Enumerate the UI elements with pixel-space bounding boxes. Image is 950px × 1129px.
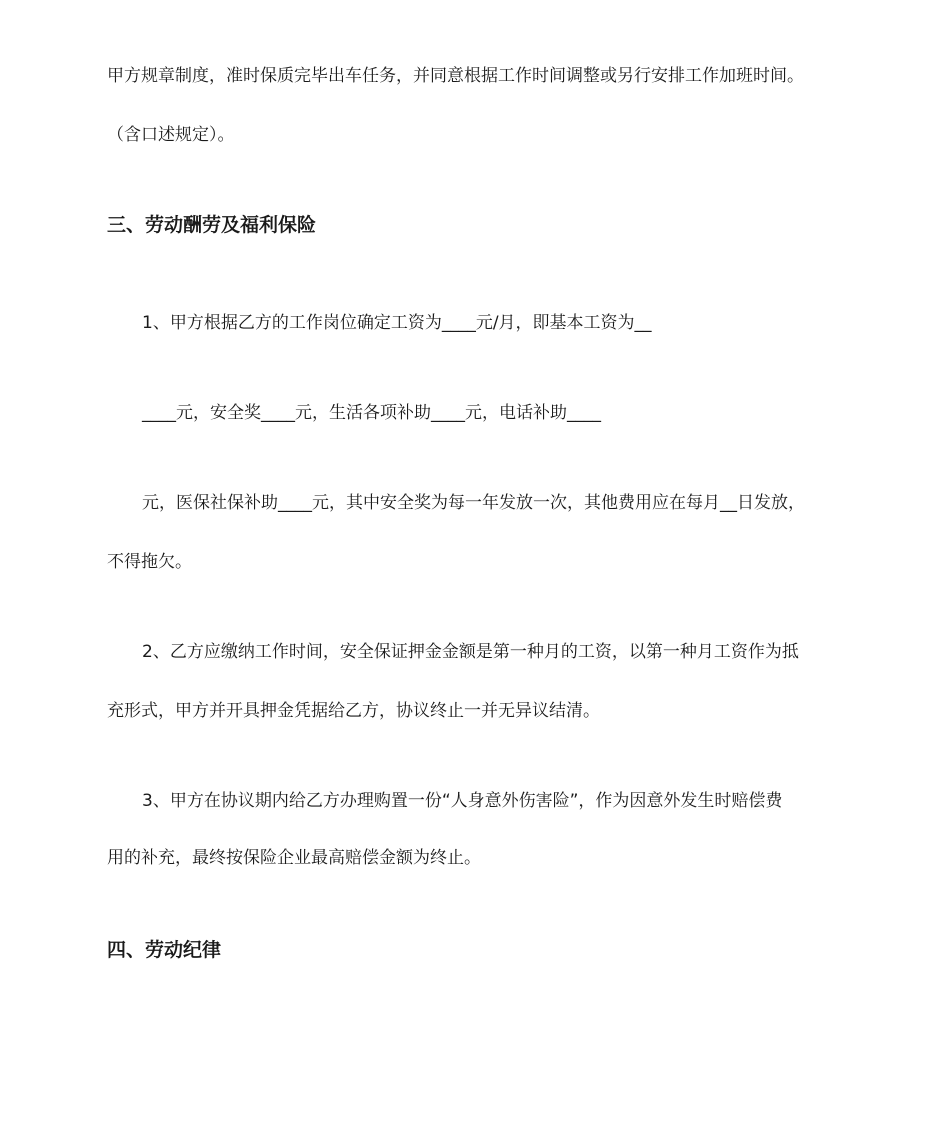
clause-1-line-3: 元，医保社保补助____元，其中安全奖为每一年发放一次，其他费用应在每月__日发放， [142,493,805,513]
section-heading-3: 三、劳动酬劳及福利保险 [107,214,317,236]
clause-3-line-1: 3、甲方在协议期内给乙方办理购置一份“人身意外伤害险”，作为因意外发生时赔偿费 [142,791,783,811]
paragraph-line: （含口述规定）。 [107,125,235,145]
clause-1-line-2: ____元，安全奖____元，生活各项补助____元，电话补助____ [142,403,601,423]
clause-1-line-1: 1、甲方根据乙方的工作岗位确定工资为____元/月，即基本工资为__ [142,313,652,333]
clause-2-line-2: 充形式，甲方并开具押金凭据给乙方，协议终止一并无异议结清。 [107,701,600,721]
clause-1-line-4: 不得拖欠。 [107,552,192,572]
section-heading-4: 四、劳动纪律 [107,939,222,961]
clause-2-line-1: 2、乙方应缴纳工作时间，安全保证押金金额是第一种月的工资，以第一种月工资作为抵 [142,642,799,662]
paragraph-line: 甲方规章制度，准时保质完毕出车任务，并同意根据工作时间调整或另行安排工作加班时间。 [107,66,804,86]
clause-3-line-2: 用的补充，最终按保险企业最高赔偿金额为终止。 [107,848,481,868]
